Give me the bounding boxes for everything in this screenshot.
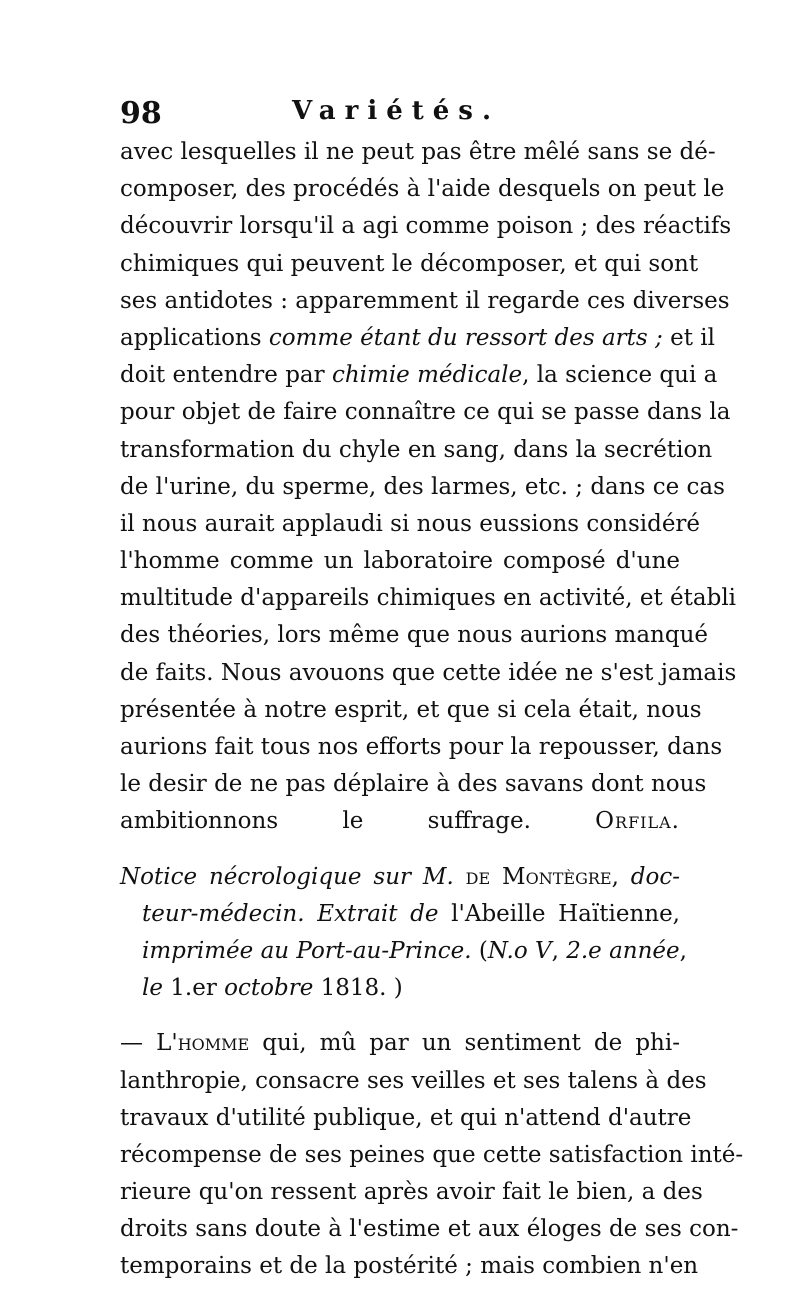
text-run: multitude d'appareils chimiques en activité, et établi [120, 585, 737, 612]
text-line [120, 1211, 739, 1248]
text-line [120, 1137, 744, 1174]
text-line [120, 692, 702, 729]
text-line [120, 1248, 699, 1285]
text-run: 1.er [162, 975, 225, 1002]
text-run: comme étant du ressort des arts ; [268, 324, 663, 351]
text-run: 1818. ) [313, 975, 403, 1002]
text-run: travaux d'utilité publique, et qui n'attend d'autre [120, 1104, 692, 1131]
text-run: lanthropie, consacre ses veilles et ses talens à des [120, 1067, 707, 1094]
text-line [120, 1174, 703, 1211]
text-run: le desir de ne pas déplaire à des savans dont nous [120, 771, 707, 798]
text-line [120, 171, 725, 208]
text-line [120, 134, 716, 171]
text-run: de Montègre [465, 863, 612, 890]
page-header [120, 96, 680, 136]
text-line [120, 320, 715, 357]
text-run: temporains et de la postérité ; mais combien n'en [120, 1253, 699, 1280]
text-line [120, 506, 701, 543]
text-run [454, 864, 466, 890]
text-run: applications [120, 324, 269, 351]
text-line [120, 859, 680, 896]
text-run: pour objet de faire connaître ce qui se passe dans la [120, 399, 731, 426]
text-run: ses antidotes : apparemment il regarde ces diverses [120, 287, 730, 314]
text-run: teur-médecin. Extrait de [142, 900, 439, 927]
closing-line [120, 803, 680, 840]
text-line [120, 208, 732, 245]
text-run: ( [471, 937, 488, 964]
text-run: de faits. Nous avouons que cette idée ne s'est jamais [120, 659, 737, 686]
author-signature: Orfila. [595, 808, 680, 835]
text-run: transformation du chyle en sang, dans la secrétion [120, 436, 713, 463]
text-run: et il [662, 324, 715, 351]
text-run: qui, mû par un sentiment de phi- [249, 1030, 680, 1057]
text-run: droits sans doute à l'estime et aux éloges de ses con- [120, 1216, 739, 1243]
text-run: chimiques qui peuvent le décomposer, et qui sont [120, 250, 699, 277]
text-line [120, 394, 731, 431]
text-run: , [611, 863, 631, 890]
text-run: aurions fait tous nos efforts pour la repousser, dans [120, 734, 723, 760]
section-gap [120, 1007, 680, 1025]
text-line [120, 283, 730, 320]
text-line [120, 543, 680, 580]
text-run: présentée à notre esprit, et que si cela était, nous [120, 696, 702, 723]
text-run: chimie médicale [331, 362, 523, 389]
text-run: , la science qui a [522, 362, 718, 389]
text-line [120, 246, 699, 283]
running-head: Variétés. [292, 96, 500, 126]
closing-text: ambitionnons le suffrage. [120, 808, 531, 835]
page-number: 98 [120, 96, 162, 131]
text-line [120, 469, 725, 506]
text-run: découvrir lorsqu'il a agi comme poison ; des réactifs [120, 213, 732, 240]
text-run: il nous aurait applaudi si nous eussions considéré [120, 510, 701, 537]
text-run: octobre [224, 975, 314, 1002]
text-line [120, 432, 713, 469]
text-line [120, 1100, 692, 1137]
text-line [120, 357, 718, 394]
text-run: N.o V [487, 937, 552, 964]
text-run: composer, des procédés à l'aide desquels on peut le [120, 176, 725, 203]
text-line [120, 970, 680, 1007]
text-line [120, 729, 723, 766]
text-run: doit entendre par [120, 362, 332, 389]
text-run: le [142, 975, 163, 1002]
text-run: , [551, 937, 567, 964]
text-line [120, 896, 680, 933]
text-run: de l'urine, du sperme, des larmes, etc. ; dans ce cas [120, 473, 725, 500]
text-run: — [120, 1030, 157, 1057]
section-gap [120, 841, 680, 859]
text-line [120, 617, 708, 654]
text-run: l'homme comme un laboratoire composé d'une [120, 548, 680, 575]
text-body [120, 134, 744, 1286]
text-run: l'Abeille Haïtienne, [438, 900, 680, 927]
text-run: avec lesquelles il ne peut pas être mêlé sans se dé- [120, 139, 716, 165]
text-line [120, 766, 707, 803]
text-run: imprimée au Port-au-Prince. [142, 937, 472, 964]
text-line [120, 580, 737, 617]
text-run: récompense de ses peines que cette satisfaction inté- [120, 1141, 744, 1168]
text-line [120, 1063, 707, 1100]
obituary-notice-heading [120, 859, 687, 1008]
text-run: doc- [630, 863, 681, 890]
text-line [120, 933, 687, 970]
paragraph-continuation [120, 134, 737, 803]
text-run: 2.e année [566, 937, 680, 964]
text-run: , [679, 937, 687, 964]
text-run: des théories, lors même que nous aurions manqué [120, 622, 708, 649]
text-run: L'homme [156, 1030, 250, 1057]
text-line [120, 655, 737, 692]
text-run: Notice nécrologique sur M. [120, 863, 454, 890]
obituary-paragraph [120, 1025, 744, 1285]
text-run: rieure qu'on ressent après avoir fait le bien, a des [120, 1179, 703, 1206]
text-line [120, 1025, 680, 1062]
